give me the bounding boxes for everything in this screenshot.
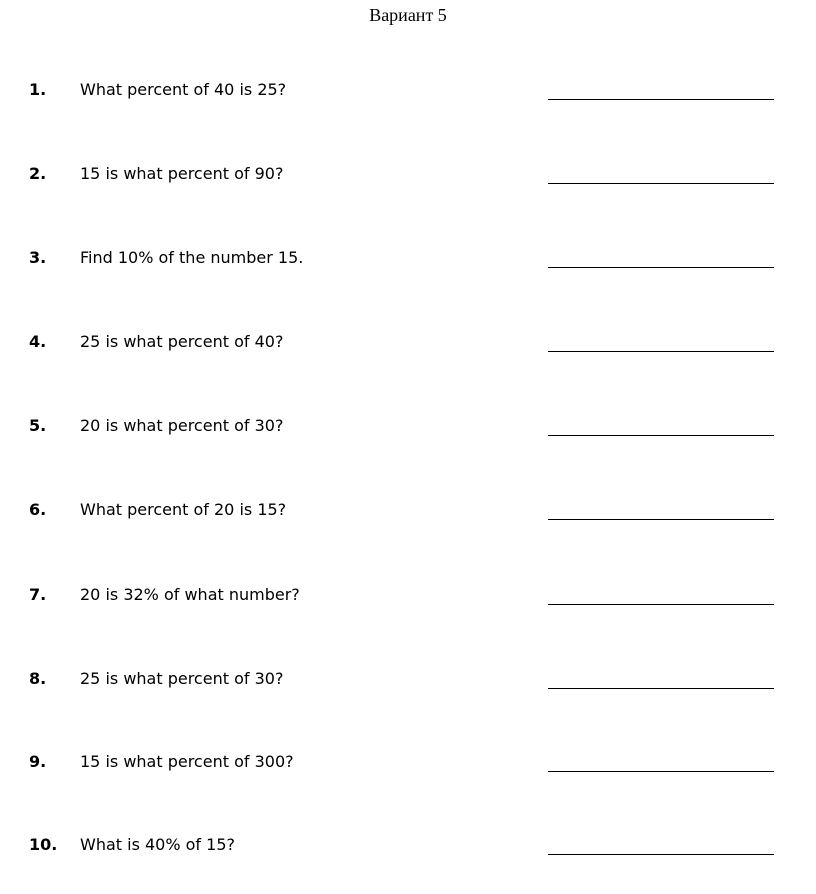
question-text: What is 40% of 15? (80, 835, 235, 854)
question-number: 7. (29, 585, 47, 604)
question-6 (0, 500, 816, 540)
question-2 (0, 164, 816, 204)
question-text: 15 is what percent of 90? (80, 164, 284, 183)
question-4 (0, 332, 816, 372)
question-3 (0, 248, 816, 288)
question-number: 6. (29, 500, 47, 519)
question-number: 10. (29, 835, 58, 854)
question-number: 4. (29, 332, 47, 351)
question-number: 1. (29, 80, 47, 99)
page-title: Вариант 5 (369, 5, 447, 25)
question-number: 2. (29, 164, 47, 183)
answer-line[interactable] (548, 99, 774, 100)
question-9 (0, 752, 816, 792)
question-text: 15 is what percent of 300? (80, 752, 294, 771)
question-text: 25 is what percent of 40? (80, 332, 284, 351)
question-text: 25 is what percent of 30? (80, 669, 284, 688)
answer-line[interactable] (548, 688, 774, 689)
question-7 (0, 585, 816, 625)
answer-line[interactable] (548, 267, 774, 268)
question-text: 20 is what percent of 30? (80, 416, 284, 435)
question-text: What percent of 20 is 15? (80, 500, 287, 519)
answer-line[interactable] (548, 351, 774, 352)
question-text: Find 10% of the number 15. (80, 248, 304, 267)
answer-line[interactable] (548, 435, 774, 436)
question-text: What percent of 40 is 25? (80, 80, 287, 99)
answer-line[interactable] (548, 771, 774, 772)
answer-line[interactable] (548, 854, 774, 855)
question-text: 20 is 32% of what number? (80, 585, 300, 604)
question-number: 8. (29, 669, 47, 688)
question-number: 5. (29, 416, 47, 435)
question-number: 3. (29, 248, 47, 267)
answer-line[interactable] (548, 183, 774, 184)
question-5 (0, 416, 816, 456)
question-8 (0, 669, 816, 709)
question-1 (0, 80, 816, 120)
question-10 (0, 835, 816, 875)
answer-line[interactable] (548, 604, 774, 605)
answer-line[interactable] (548, 519, 774, 520)
question-number: 9. (29, 752, 47, 771)
